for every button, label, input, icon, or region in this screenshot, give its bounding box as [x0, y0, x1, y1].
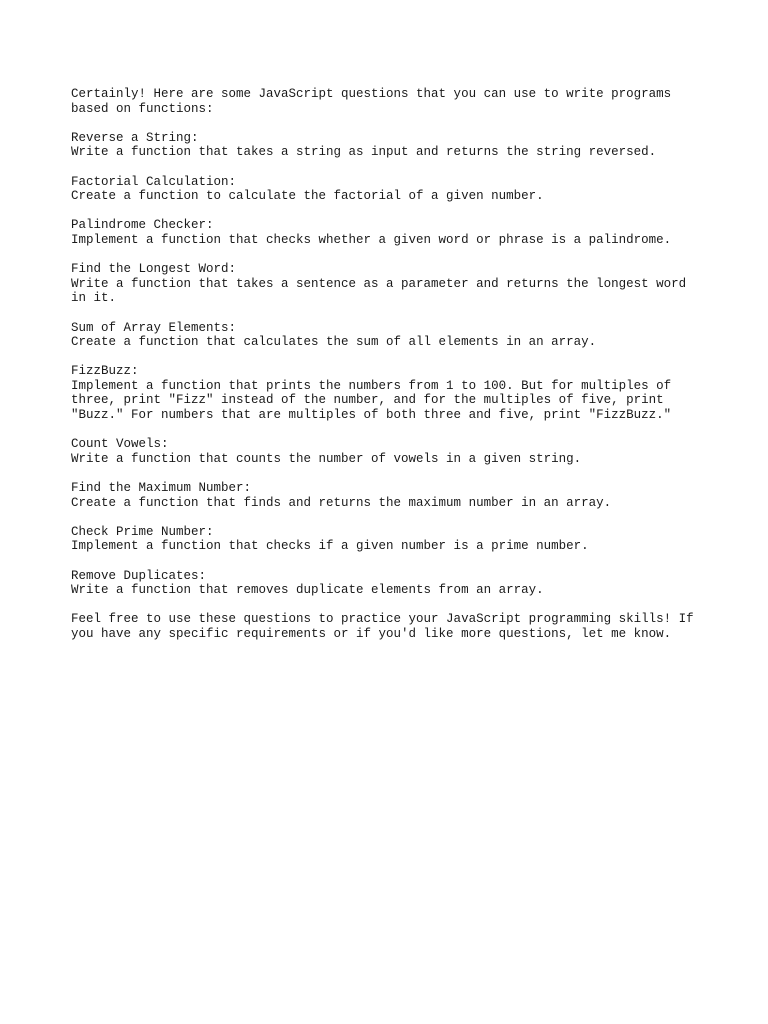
question-title: Factorial Calculation:: [71, 174, 237, 189]
question-item: [71, 131, 721, 160]
question-item: [71, 364, 721, 422]
question-description: Create a function to calculate the factorial of a given number.: [71, 189, 544, 204]
question-description: Write a function that removes duplicate elements from an array.: [71, 583, 544, 598]
question-title: Palindrome Checker:: [71, 218, 214, 233]
question-item: [71, 525, 721, 554]
question-item: [71, 175, 721, 204]
question-item: [71, 321, 721, 350]
question-title: Reverse a String:: [71, 130, 199, 145]
question-item: [71, 218, 721, 247]
question-description: Implement a function that checks whether a given word or phrase is a palindrome.: [71, 232, 672, 247]
question-item: [71, 481, 721, 510]
question-title: Check Prime Number:: [71, 524, 214, 539]
question-description: Create a function that finds and returns the maximum number in an array.: [71, 495, 612, 510]
question-title: Remove Duplicates:: [71, 568, 207, 583]
question-title: Count Vowels:: [71, 437, 169, 452]
question-item: [71, 569, 721, 598]
intro-paragraph: Certainly! Here are some JavaScript questions that you can use to write programs based on functions:: [71, 87, 672, 116]
question-title: Find the Longest Word:: [71, 262, 237, 277]
question-title: Find the Maximum Number:: [71, 481, 252, 496]
question-title: FizzBuzz:: [71, 364, 139, 379]
question-description: Write a function that takes a string as input and returns the string reversed.: [71, 145, 657, 160]
question-title: Sum of Array Elements:: [71, 320, 237, 335]
document-body: [71, 87, 721, 656]
question-description: Implement a function that checks if a given number is a prime number.: [71, 539, 589, 554]
question-description: Create a function that calculates the sum of all elements in an array.: [71, 335, 597, 350]
question-description: Implement a function that prints the numbers from 1 to 100. But for multiples of three, print "Fizz" instead of the number, and for the multiples of five, print "Buzz." For numbers that are multiples of both three and five, print "FizzBuzz.": [71, 378, 672, 423]
outro-paragraph: Feel free to use these questions to practice your JavaScript programming skills! If you have any specific requirements or if you'd like more questions, let me know.: [71, 612, 694, 641]
question-item: [71, 437, 721, 466]
question-description: Write a function that counts the number of vowels in a given string.: [71, 451, 582, 466]
question-item: [71, 262, 721, 306]
question-description: Write a function that takes a sentence as a parameter and returns the longest word in it.: [71, 276, 687, 306]
